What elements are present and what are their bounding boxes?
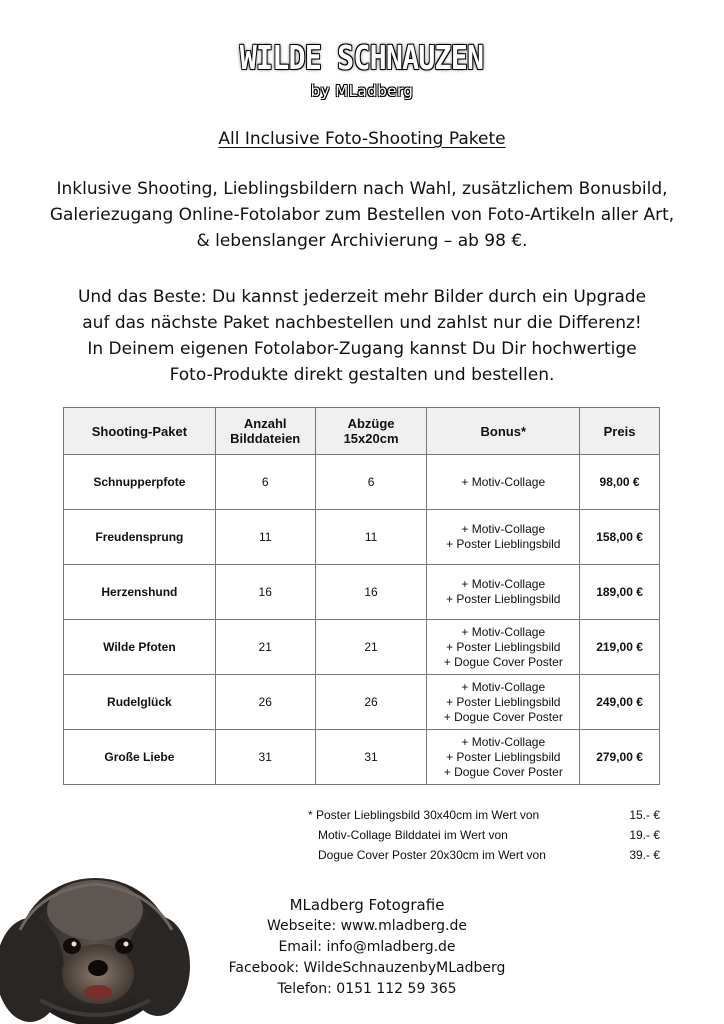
table-row [64, 620, 660, 675]
footnote-value: 39.- € [629, 848, 660, 862]
package-name: Freudensprung [64, 510, 216, 565]
package-prints: 26 [315, 675, 427, 730]
table-row [64, 730, 660, 785]
upgrade-line: auf das nächste Paket nachbestellen und zahlst nur die Differenz! [82, 313, 642, 333]
package-bonus: + Motiv-Collage + Poster Lieblingsbild + Dogue Cover Poster [427, 675, 580, 730]
package-count: 21 [215, 620, 315, 675]
package-name: Rudelglück [64, 675, 216, 730]
table-row [64, 510, 660, 565]
footnote-label: Dogue Cover Poster 20x30cm im Wert von [318, 848, 546, 862]
package-count: 26 [215, 675, 315, 730]
package-name: Wilde Pfoten [64, 620, 216, 675]
logo-title: WILDE SCHNAUZEN [240, 38, 484, 77]
package-prints: 11 [315, 510, 427, 565]
package-prints: 6 [315, 455, 427, 510]
package-count: 11 [215, 510, 315, 565]
contact-block [200, 895, 534, 1000]
header-preis: Preis [580, 408, 660, 455]
table-row [64, 675, 660, 730]
package-count: 31 [215, 730, 315, 785]
website-line: Webseite: www.mladberg.de [267, 918, 467, 934]
header-abzuege: Abzüge 15x20cm [315, 408, 427, 455]
company-name: MLadberg Fotografie [289, 896, 445, 914]
header-anzahl: Anzahl Bilddateien [215, 408, 315, 455]
footnote-value: 19.- € [629, 828, 660, 842]
package-name: Große Liebe [64, 730, 216, 785]
package-bonus: + Motiv-Collage + Poster Lieblingsbild [427, 565, 580, 620]
upgrade-line: Und das Beste: Du kannst jederzeit mehr Bilder durch ein Upgrade [77, 287, 647, 307]
logo [0, 38, 724, 100]
upgrade-paragraph [30, 284, 694, 388]
table-row [64, 455, 660, 510]
intro-line: Inklusive Shooting, Lieblingsbildern nach Wahl, zusätzlichem Bonusbild, [56, 179, 668, 199]
upgrade-line: In Deinem eigenen Fotolabor-Zugang kannst Du Dir hochwertige [87, 339, 637, 359]
intro-line: Galeriezugang Online-Fotolabor zum Bestellen von Foto-Artikeln aller Art, [49, 205, 675, 225]
footnote-label: Motiv-Collage Bilddatei im Wert von [318, 828, 508, 842]
package-prints: 21 [315, 620, 427, 675]
package-table [63, 407, 660, 785]
table-row [64, 565, 660, 620]
package-name: Schnupperpfote [64, 455, 216, 510]
intro-line: & lebenslanger Archivierung – ab 98 €. [196, 231, 528, 251]
package-count: 6 [215, 455, 315, 510]
package-bonus: + Motiv-Collage + Poster Lieblingsbild + Dogue Cover Poster [427, 730, 580, 785]
package-price: 249,00 € [580, 675, 660, 730]
package-price: 219,00 € [580, 620, 660, 675]
package-bonus: + Motiv-Collage + Poster Lieblingsbild + Dogue Cover Poster [427, 620, 580, 675]
phone-line: Telefon: 0151 112 59 365 [277, 981, 457, 997]
facebook-line: Facebook: WildeSchnauzenbyMLadberg [228, 960, 506, 976]
header-paket: Shooting-Paket [64, 408, 216, 455]
package-name: Herzenshund [64, 565, 216, 620]
dog-photo [0, 870, 190, 1024]
package-price: 98,00 € [580, 455, 660, 510]
package-price: 158,00 € [580, 510, 660, 565]
header-bonus: Bonus* [427, 408, 580, 455]
package-prints: 16 [315, 565, 427, 620]
page-heading: All Inclusive Foto-Shooting Pakete [218, 129, 506, 149]
package-count: 16 [215, 565, 315, 620]
intro-paragraph [30, 176, 694, 254]
logo-subtitle: by MLadberg [310, 82, 414, 100]
package-price: 189,00 € [580, 565, 660, 620]
package-bonus: + Motiv-Collage [427, 455, 580, 510]
package-price: 279,00 € [580, 730, 660, 785]
table-header-row [64, 408, 660, 455]
email-line: Email: info@mladberg.de [278, 939, 456, 955]
footnote-value: 15.- € [629, 808, 660, 822]
footnote-label: * Poster Lieblingsbild 30x40cm im Wert von [308, 808, 540, 822]
package-prints: 31 [315, 730, 427, 785]
package-bonus: + Motiv-Collage + Poster Lieblingsbild [427, 510, 580, 565]
upgrade-line: Foto-Produkte direkt gestalten und bestellen. [169, 365, 555, 385]
